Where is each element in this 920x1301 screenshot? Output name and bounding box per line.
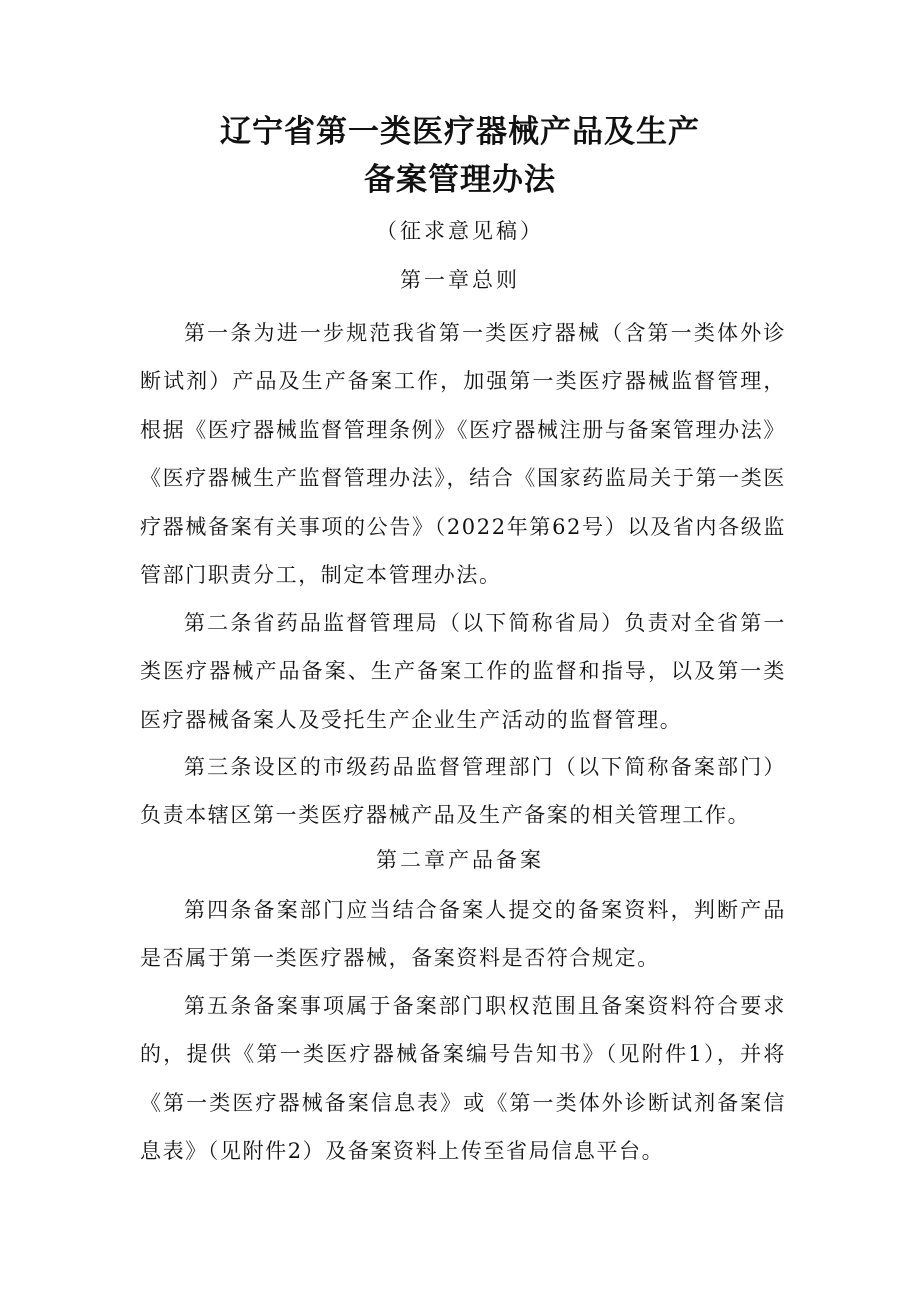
article-4: 第四条备案部门应当结合备案人提交的备案资料，判断产品是否属于第一类医疗器械，备案资料是否符合规定。 [140, 898, 786, 971]
article-1: 第一条为进一步规范我省第一类医疗器械（含第一类体外诊断试剂）产品及生产备案工作，加强第一类医疗器械监督管理，根据《医疗器械监督管理条例》《医疗器械注册与备案管理办法》《医疗器械生产监督管理办法》，结合《国家药监局关于第一类医疗器械备案有关事项的公告》（2022年第62号）以及省内各级监管部门职责分工，制定本管理办法。 [140, 321, 786, 588]
document-title-line-2: 备案管理办法 [364, 162, 556, 198]
article-3: 第三条设区的市级药品监督管理部门（以下简称备案部门）负责本辖区第一类医疗器械产品及生产备案的相关管理工作。 [140, 755, 786, 828]
document-title-line-1: 辽宁省第一类医疗器械产品及生产 [220, 114, 700, 150]
document-subtitle: （征求意见稿） [376, 219, 544, 243]
article-5: 第五条备案事项属于备案部门职权范围且备案资料符合要求的，提供《第一类医疗器械备案编号告知书》（见附件1），并将《第一类医疗器械备案信息表》或《第一类体外诊断试剂备案信息表》（见附件2）及备案资料上传至省局信息平台。 [140, 994, 786, 1164]
article-2: 第二条省药品监督管理局（以下简称省局）负责对全省第一类医疗器械产品备案、生产备案工作的监督和指导，以及第一类医疗器械备案人及受托生产企业生产活动的监督管理。 [140, 611, 786, 732]
chapter-1-heading: 第一章总则 [400, 268, 520, 292]
chapter-2-heading: 第二章产品备案 [376, 848, 544, 872]
